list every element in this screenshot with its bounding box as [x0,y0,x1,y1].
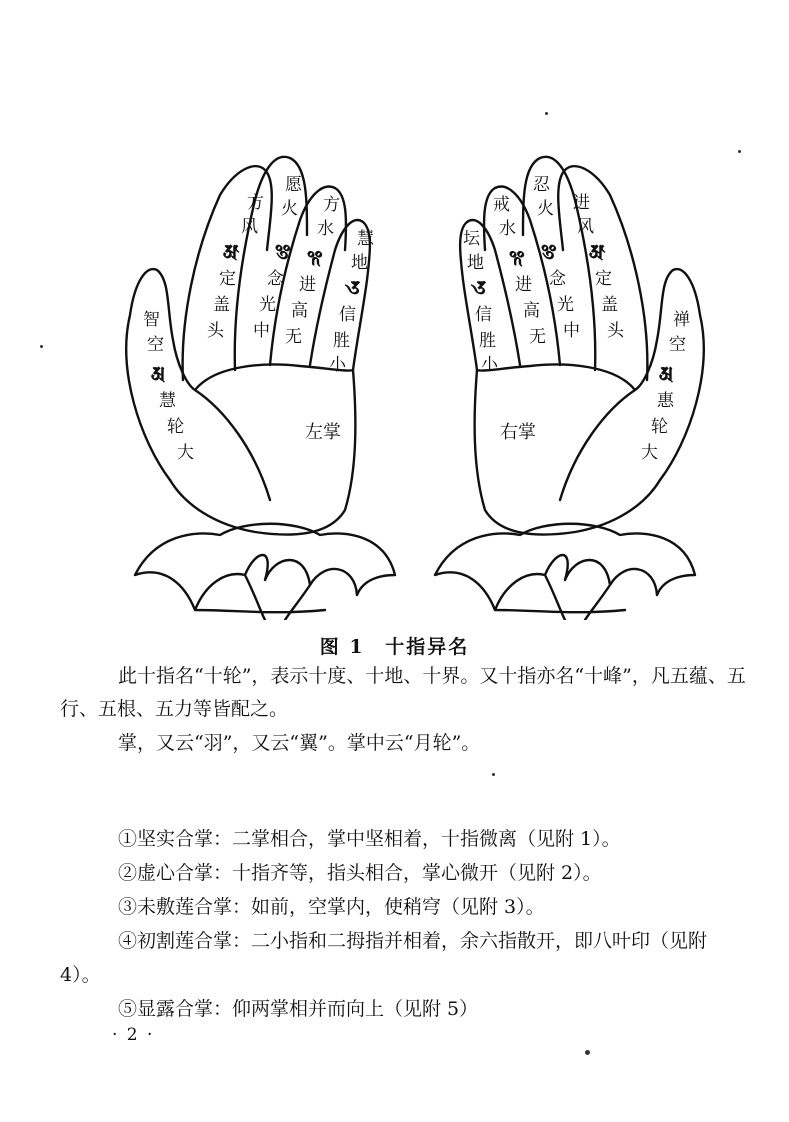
left-middle-label-2: 𑖂 [275,241,291,263]
right-index-label-0: 进 [573,193,590,213]
paragraph-ten-wheels: 此十指名“十轮”，表示十度、十地、十界。又十指亦名“十峰”，凡五蕴、五行、五根、五力等皆配之。 [60,665,746,720]
left-index-label-2: 𑖁 [223,241,240,263]
right-index-label-1: 风 [577,217,594,237]
scan-speck [738,150,741,153]
left-palm-label: 左掌 [305,422,341,443]
left-little-label-1: 地 [351,253,368,273]
left-little-label-0: 慧 [357,229,374,249]
left-hand-labels [305,422,341,443]
left-lotus [135,524,395,620]
left-ring-label-5: 无 [285,327,302,347]
left-thumb-label-5: 大 [177,443,194,463]
left-index-label-5: 头 [207,321,224,341]
left-palm-outline [170,365,355,535]
right-palm-outline [475,365,660,535]
left-little-label-3: 信 [339,305,356,325]
right-ring-label-5: 无 [529,327,546,347]
left-index-label-4: 盖 [213,295,230,315]
left-ring-label-0: 方 [323,195,340,215]
caption-number: 图 1 [319,636,365,658]
left-middle-label-0: 愿 [285,175,302,195]
right-little-label-0: 坛 [463,229,480,249]
paragraph-palm-names: 掌，又云“羽”，又云“翼”。掌中云“月轮”。 [118,732,481,754]
right-middle-label-4: 光 [557,295,574,315]
right-ring-label-2: 𑖃 [509,247,525,269]
left-ring-label-1: 水 [317,219,334,239]
right-middle-label-3: 念 [549,269,566,289]
scan-speck [545,112,548,115]
list-item: ④初割莲合掌：二小指和二拇指并相着，余六指散开，即八叶印（见附 4）。 [60,930,708,986]
right-ring-label-3: 进 [515,275,532,295]
left-thumb-label-0: 智 [143,310,160,330]
right-little-label-2: 𑖄 [471,277,487,299]
right-lotus [435,524,695,620]
list-item: ③未敷莲合掌：如前，空掌内，使稍穹（见附 3）。 [118,896,545,918]
figure-caption [0,632,789,659]
left-thumb-label-1: 空 [147,335,164,355]
left-little-label-4: 胜 [333,331,350,351]
list-item: ②虚心合掌：十指齐等，指头相合，掌心微开（见附 2）。 [118,862,602,884]
right-ring-label-0: 戒 [493,195,510,215]
right-index-label-5: 头 [607,321,624,341]
page-number: · 2 · [112,1025,155,1045]
list-item: ①坚实合掌：二掌相合，掌中坚相着，十指微离（见附 1）。 [118,828,621,850]
right-index-label-2: 𑖁 [589,241,606,263]
right-thumb-label-1: 空 [669,335,686,355]
right-hand-labels [500,422,536,443]
left-index-label-0: 方 [247,193,264,213]
left-thumb-label-2: 𑖀 [151,363,166,385]
right-index-label-3: 定 [595,269,612,289]
right-thumb-label-4: 轮 [651,417,668,437]
right-middle-label-5: 中 [563,321,580,341]
left-ring-label-4: 高 [291,301,308,321]
right-middle-label-1: 火 [537,199,554,219]
left-middle-label-4: 光 [259,295,276,315]
right-little-label-5: 小 [481,355,498,375]
left-ring-label-2: 𑖃 [307,247,323,269]
right-index-label-4: 盖 [601,295,618,315]
right-thumb-label-3: 惠 [657,391,674,411]
right-thumb-label-2: 𑖀 [659,363,674,385]
caption-title: 十指异名 [385,636,470,658]
scan-speck [40,345,43,348]
left-index-label-3: 定 [219,269,236,289]
left-thumb-label-4: 轮 [167,417,184,437]
list-item: ⑤显露合掌：仰两掌相并而向上（见附 5） [118,998,479,1020]
left-index-label-1: 风 [241,217,258,237]
left-middle-label-1: 火 [281,199,298,219]
left-ring-label-3: 进 [299,275,316,295]
left-little-label-2: 𑖄 [345,277,361,299]
left-thumb-label-3: 慧 [159,391,176,411]
right-little-label-3: 信 [475,305,492,325]
right-little-label-1: 地 [467,253,484,273]
right-ring-label-4: 高 [523,301,540,321]
left-middle-label-5: 中 [253,321,270,341]
scan-speck [492,773,495,776]
right-little-label-4: 胜 [479,331,496,351]
right-middle-label-2: 𑖂 [541,241,557,263]
left-middle-label-3: 念 [267,269,284,289]
right-thumb-label-5: 大 [641,443,658,463]
left-palm-crease [195,390,270,500]
ten-fingers-figure [95,140,735,620]
right-palm-label: 右掌 [500,422,536,443]
figure-drawing [95,140,735,620]
right-ring-label-1: 水 [499,219,516,239]
palm-joining-list [60,822,750,1026]
right-palm-crease [560,390,635,500]
right-thumb-label-0: 禅 [673,310,690,330]
right-middle-label-0: 忍 [533,175,550,195]
left-little-label-5: 小 [329,355,346,375]
scan-speck [585,1050,590,1055]
